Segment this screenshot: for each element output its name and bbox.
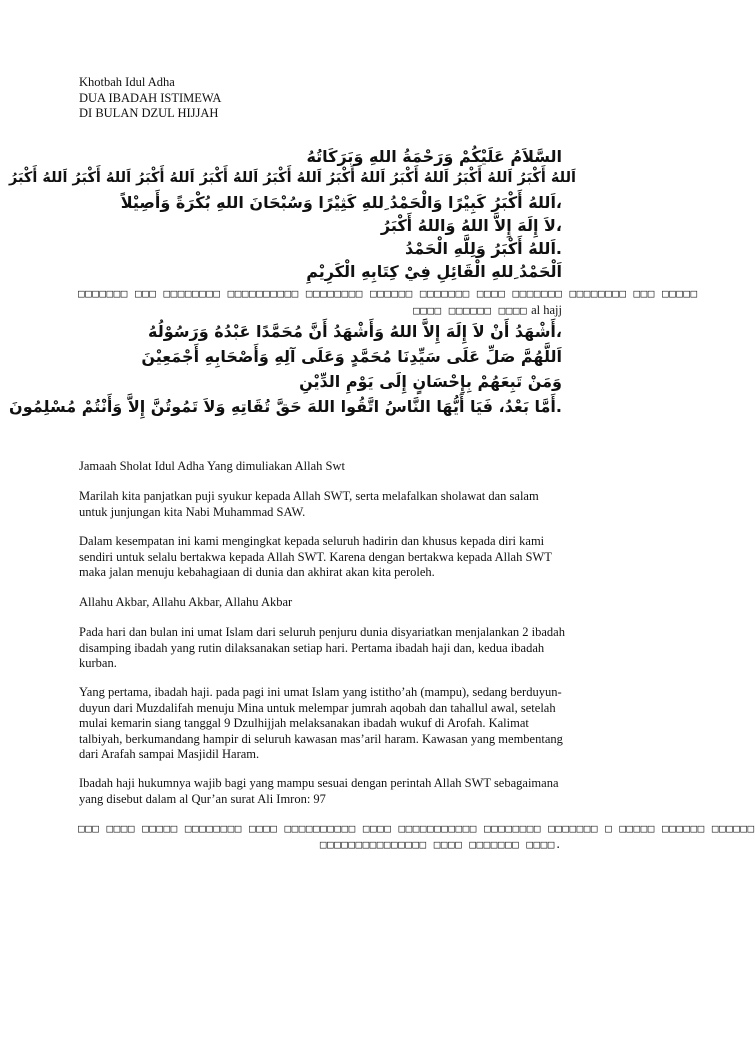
arabic-syahadat: ،أَشْهَدُ أَنْ لاَ إِلَهَ إِلاَّ اللهُ وَأَشْهَدُ أَنَّ مُحَمَّدًا عَبْدُهُ وَرَسُوْلُهُ <box>148 322 562 341</box>
paragraph-hajj-obligation: Ibadah haji hukumnya wajib bagi yang mampu sesuai dengan perintah Allah SWT sebagaimana yang disebut dalam al Qur’an surat Ali Imron: 97 <box>79 776 559 806</box>
arabic-lillahil-hamd: .اَللهُ أَكْبَرُ وَلِلَّهِ الْحَمْدُ <box>405 239 562 258</box>
document-header <box>79 75 221 122</box>
unrendered-arabic-line-1: □□□□□□□ □□□ □□□□□□□□ □□□□□□□□□□ □□□□□□□□ □□□□□□ □□□□□□□ □□□□ □□□□□□□ □□□□□□□□ □□□ □□□□□ <box>78 287 698 300</box>
arabic-takbir: اَللهُ أَكْبَرُ اَللهُ أَكْبَرُ اَللهُ أَكْبَرُ اَللهُ أَكْبَرُ اَللهُ أَكْبَرُ اَللهُ أَكْبَرُ اَللهُ أَكْبَرُ اَللهُ أَكْبَرُ اَللهُ أَكْبَرُ <box>8 170 576 186</box>
arabic-kabira: ،اَللهُ أَكْبَرُ كَبِيْرًا وَالْحَمْدُ ِللهِ كَثِيْرًا وَسُبْحَانَ اللهِ بُكْرَةً وَأَصِيْلاً <box>120 193 562 212</box>
arabic-shalawat: اَللَّهُمَّ صَلِّ عَلَى سَيِّدِنَا مُحَمَّدٍ وَعَلَى آلِهِ وَأَصْحَابِهِ أَجْمَعِيْنَ <box>141 347 562 366</box>
arabic-amma-badu: .أَمَّا بَعْدُ، فَيَا أَيُّهَا النَّاسُ اتَّقُوا اللهَ حَقَّ تُقَاتِهِ وَلاَ تَمُوتُنَّ إِلاَّ وَأَنْتُمْ مُسْلِمُونَ <box>9 397 562 416</box>
unrendered-verse-line-1: □□□ □□□□ □□□□□ □□□□□□□□ □□□□ □□□□□□□□□□ □□□□ □□□□□□□□□□□ □□□□□□□□ □□□□□□□ □ □□□□□ □□□□□□ □□□□□□ <box>78 822 755 835</box>
unrendered-verse-line-2: .□□□□ □□□□□□□ □□□□ □□□□□□□□□□□□□□□ <box>319 838 562 851</box>
paragraph-taqwa: Dalam kesempatan ini kami mengingkat kepada seluruh hadirin dan khusus kepada diri kami sendiri untuk selalu bertakwa kepada Allah SWT. Karena dengan bertakwa kepada Allah SWT maka jalan menuju kebahagiaan di dunia dan akhirat akan kita peroleh. <box>79 534 552 579</box>
paragraph-praise: Marilah kita panjatkan puji syukur kepada Allah SWT, serta melafalkan sholawat dan salam untuk junjungan kita Nabi Muhammad SAW. <box>79 489 539 519</box>
paragraph-two-ibadah: Pada hari dan bulan ini umat Islam dari seluruh penjuru dunia disyariatkan menjalankan 2 ibadah disamping ibadah yang rutin dilaksanakan setiap hari. Pertama ibadah haji dan, kedua ibadah kurban. <box>79 625 565 670</box>
paragraph-takbir: Allahu Akbar, Allahu Akbar, Allahu Akbar <box>79 595 293 609</box>
arabic-hamdalah: اَلْحَمْدُ ِللهِ الْقَائِلِ فِيْ كِتَابِهِ الْكَرِيْمِ <box>306 262 562 281</box>
unrendered-arabic-line-2 <box>413 303 562 318</box>
arabic-tahlil: ،لاَ إِلَهَ إِلاَّ اللهُ وَاللهُ أَكْبَرُ <box>380 216 562 235</box>
header-line-title: Khotbah Idul Adha <box>79 75 175 89</box>
paragraph-greeting: Jamaah Sholat Idul Adha Yang dimuliakan Allah Swt <box>79 459 345 473</box>
header-line-month: DI BULAN DZUL HIJJAH <box>79 106 219 120</box>
unrendered-boxes: □□□□ □□□□□□ □□□□ <box>413 304 528 317</box>
header-line-subtitle: DUA IBADAH ISTIMEWA <box>79 90 222 105</box>
unrendered-latin: al hajj <box>531 303 562 317</box>
arabic-salam: السَّلاَمُ عَلَيْكُمْ وَرَحْمَةُ اللهِ وَبَرَكَاتُهُ <box>306 147 562 166</box>
arabic-tabiahum: وَمَنْ تَبِعَهُمْ بِإِحْسَانٍ إِلَى يَوْمِ الدِّيْنِ <box>299 372 562 391</box>
paragraph-hajj: Yang pertama, ibadah haji. pada pagi ini umat Islam yang istitho’ah (mampu), sedang berduyun-duyun dari Muzdalifah menuju Mina untuk melempar jumrah aqobah dan tahallul awal, setelah mulai kemarin siang tanggal 9 Dzulhijjah melaksanakan ibadah wukuf di Arofah. Kalimat talbiyah, berkumandang hampir di seluruh kawasan mas’aril haram. Kawasan yang membentang dari Arafah sampai Masjidil Haram. <box>79 685 563 761</box>
